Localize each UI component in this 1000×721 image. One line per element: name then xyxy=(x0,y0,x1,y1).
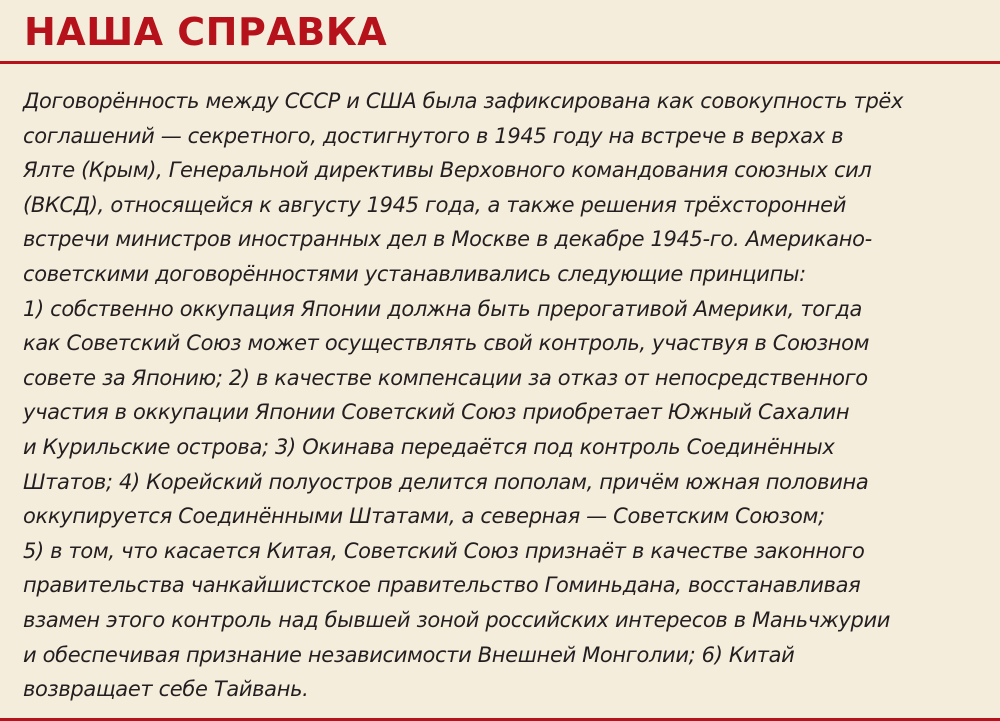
text-line: (ВКСД), относящейся к августу 1945 года, а также решения трёхсторонней xyxy=(23,192,847,217)
sidebar-body-text xyxy=(23,84,988,707)
text-line: совете за Японию; 2) в качестве компенсации за отказ от непосредственного xyxy=(23,365,868,390)
text-line: 5) в том, что касается Китая, Советский Союз признаёт в качестве законного xyxy=(23,538,865,563)
text-line: Штатов; 4) Корейский полуостров делится пополам, причём южная половина xyxy=(23,469,869,494)
sidebar-header xyxy=(0,0,1000,64)
text-line: правительства чанкайшистское правительство Гоминьдана, восстанавливая xyxy=(23,573,861,598)
text-line: как Советский Союз может осуществлять свой контроль, участвуя в Союзном xyxy=(23,331,870,356)
text-line: советскими договорённостями устанавливались следующие принципы: xyxy=(23,261,806,286)
text-line: Ялте (Крым), Генеральной директивы Верховного командования союзных сил xyxy=(23,158,872,183)
text-line: 1) собственно оккупация Японии должна быть прерогативой Америки, тогда xyxy=(23,296,863,321)
text-line: встречи министров иностранных дел в Москве в декабре 1945-го. Американо- xyxy=(23,227,872,252)
text-line: и обеспечивая признание независимости Внешней Монголии; 6) Китай xyxy=(23,642,795,667)
text-line: и Курильские острова; 3) Окинава передаётся под контроль Соединённых xyxy=(23,434,835,459)
text-line: Договорённость между СССР и США была зафиксирована как совокупность трёх xyxy=(23,89,904,113)
text-line: возвращает себе Тайвань. xyxy=(23,677,309,702)
text-line: участия в оккупации Японии Советский Союз приобретает Южный Сахалин xyxy=(23,400,850,425)
sidebar-title: НАША СПРАВКА xyxy=(24,10,388,54)
text-line: оккупируется Соединёнными Штатами, а северная — Советским Союзом; xyxy=(23,504,825,529)
text-line: взамен этого контроль над бывшей зоной российских интересов в Маньчжурии xyxy=(23,607,891,632)
text-line: соглашений — секретного, достигнутого в 1945 году на встрече в верхах в xyxy=(23,123,844,148)
